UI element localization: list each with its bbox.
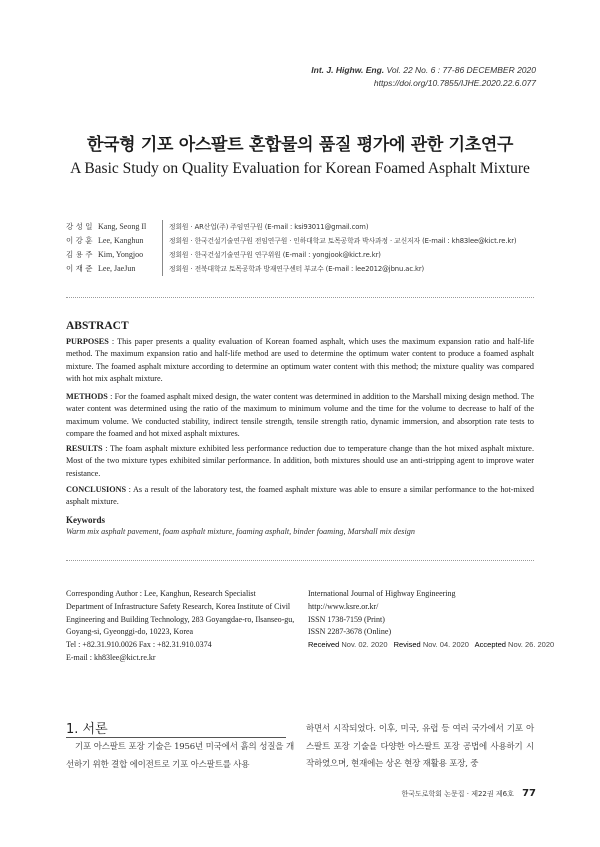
purposes-label: PURPOSES [66, 337, 109, 346]
corr-line: Department of Infrastructure Safety Research, Korea Institute of Civil [66, 601, 291, 611]
corr-line: Corresponding Author : Lee, Kanghun, Research Specialist [66, 589, 256, 598]
journal-name: Int. J. Highw. Eng. [311, 65, 385, 75]
journal-citation [311, 64, 536, 77]
journal-issue: Vol. 22 No. 6 : 77-86 DECEMBER 2020 [386, 65, 536, 75]
results-label: RESULTS [66, 444, 103, 453]
author-row [66, 262, 546, 276]
paper-title-korean: 한국형 기포 아스팔트 혼합물의 품질 평가에 관한 기초연구 [86, 135, 514, 155]
submission-dates [308, 639, 555, 652]
author-list [66, 220, 546, 276]
author-name-english: Kim, Yongjoo [98, 250, 144, 259]
section-underline [66, 737, 286, 738]
author-name-english: Kang, Seong Il [98, 222, 147, 231]
purposes-text: : This paper presents a quality evaluation of Korean foamed asphalt, which uses the maximum expansion ratio and half-life method. The maximum expansion ratio and half-life method are used to determine the optimum water content to produce a foamed asphalt mixture. The foamed asphalt mixture according to determine an optimum water content with this method; the mixture quality was compared with hot mix asphalt mixture. [66, 337, 534, 384]
author-affiliation: 정회원 · 한국건설기술연구원 연구위원 (E-mail : yongjook@kict.re.kr) [162, 248, 381, 262]
corr-line: E-mail : kh83lee@kict.re.kr [66, 652, 156, 662]
methods-text: : For the foamed asphalt mixed design, the water content was determined in addition to the Marshall mixing design method. The water content was determined using the ratio of the maximum to minimum volume and the time for the volume to decrease to half of the maximum volume. We conducted stability, indirect tensile strength, tensile strength ratio, dynamic immersion, and absorption rate tests to compare the foamed and hot mixed asphalt mixtures. [66, 392, 534, 439]
author-name-korean: 이 재 준 [66, 264, 93, 273]
paper-title-english: A Basic Study on Quality Evaluation for Korean Foamed Asphalt Mixture [70, 160, 530, 177]
corr-line: Engineering and Building Technology, 283 Goyangdae-ro, Ilsanseo-gu, [66, 614, 295, 624]
conclusions-label: CONCLUSIONS [66, 485, 127, 494]
corr-line: Tel : +82.31.910.0026 Fax : +82.31.910.0374 [66, 640, 212, 650]
journal-info-line: International Journal of Highway Engineering [308, 589, 456, 598]
journal-info-line: ISSN 1738-7159 (Print) [308, 614, 385, 624]
author-name-english: Lee, Kanghun [98, 236, 144, 245]
accepted-label: Accepted [474, 640, 506, 650]
abstract-conclusions [66, 484, 534, 509]
received-label: Received [308, 640, 340, 650]
author-row [66, 248, 546, 262]
accepted-date: Nov. 26. 2020 [508, 640, 555, 650]
revised-date: Nov. 04. 2020 [422, 640, 469, 650]
divider [66, 297, 534, 298]
keywords-text: Warm mix asphalt pavement, foam asphalt mixture, foaming asphalt, binder foaming, Marshall mix design [66, 527, 415, 537]
author-affiliation: 정회원 · 전북대학교 토목공학과 방재연구센터 부교수 (E-mail : lee2012@jbnu.ac.kr) [162, 262, 424, 276]
author-name-korean: 김 용 주 [66, 250, 93, 259]
keywords-block [66, 514, 534, 539]
abstract-heading-text: ABSTRACT [66, 320, 129, 332]
received-date: Nov. 02. 2020 [341, 640, 388, 650]
author-row [66, 220, 546, 234]
section-title: 1. 서론 [66, 722, 108, 737]
revised-label: Revised [393, 640, 421, 650]
results-text: : The foam asphalt mixture exhibited less performance reduction due to temperature change than the hot mixed asphalt mixture. Most of the two mixture types exhibited similar performance. In addition, both mixtures should use an anti-stripping agent to improve water resistance. [66, 444, 534, 478]
corr-line: Goyang-si, Gyeonggi-do, 10223, Korea [66, 627, 194, 637]
author-name-korean: 이 강 훈 [66, 236, 93, 245]
abstract-purposes [66, 336, 534, 386]
body-left-column: 기포 아스팔트 포장 기술은 1956년 미국에서 흙의 성질을 개선하기 위한 결합 에이전트로 기포 아스팔트를 사용 [66, 742, 294, 770]
body-right-column: 하면서 시작되었다. 이후, 미국, 유럽 등 여러 국가에서 기포 아스팔트 포장 기술을 다양한 아스팔트 포장 공법에 사용하기 시작하였으며, 현재에는 상온 현장 재활용 포장, 중 [306, 724, 534, 769]
corresponding-author-block [66, 588, 301, 665]
methods-label: METHODS [66, 392, 108, 401]
journal-info-line: ISSN 2287-3678 (Online) [308, 627, 392, 637]
journal-info-block [308, 588, 555, 652]
footer-journal: 한국도로학회 논문집 · 제22권 제6호 [401, 790, 514, 798]
abstract-results [66, 443, 534, 480]
author-name-english: Lee, JaeJun [98, 264, 136, 273]
divider [66, 560, 534, 561]
abstract-methods [66, 391, 534, 441]
page-number: 77 [522, 788, 536, 799]
page-footer [401, 788, 536, 799]
keywords-label: Keywords [66, 515, 105, 525]
author-row [66, 234, 546, 248]
author-name-korean: 강 성 일 [66, 222, 93, 231]
journal-url[interactable]: http://www.ksre.or.kr/ [308, 601, 379, 611]
abstract-heading [66, 320, 534, 333]
author-affiliation: 정회원 · 한국건설기술연구원 전임연구원 · 인하대학교 토목공학과 박사과정 · 교신저자 (E-mail : kh83lee@kict.re.kr) [162, 234, 516, 248]
conclusions-text: : As a result of the laboratory test, the foamed asphalt mixture was able to ensure a similar performance to the hot-mixed asphalt mixture. [66, 485, 534, 507]
author-affiliation: 정회원 · AR산업(주) 주임연구원 (E-mail : ksi93011@gmail.com) [162, 220, 368, 234]
journal-header [311, 64, 536, 90]
journal-doi[interactable]: https://doi.org/10.7855/IJHE.2020.22.6.077 [373, 78, 536, 88]
